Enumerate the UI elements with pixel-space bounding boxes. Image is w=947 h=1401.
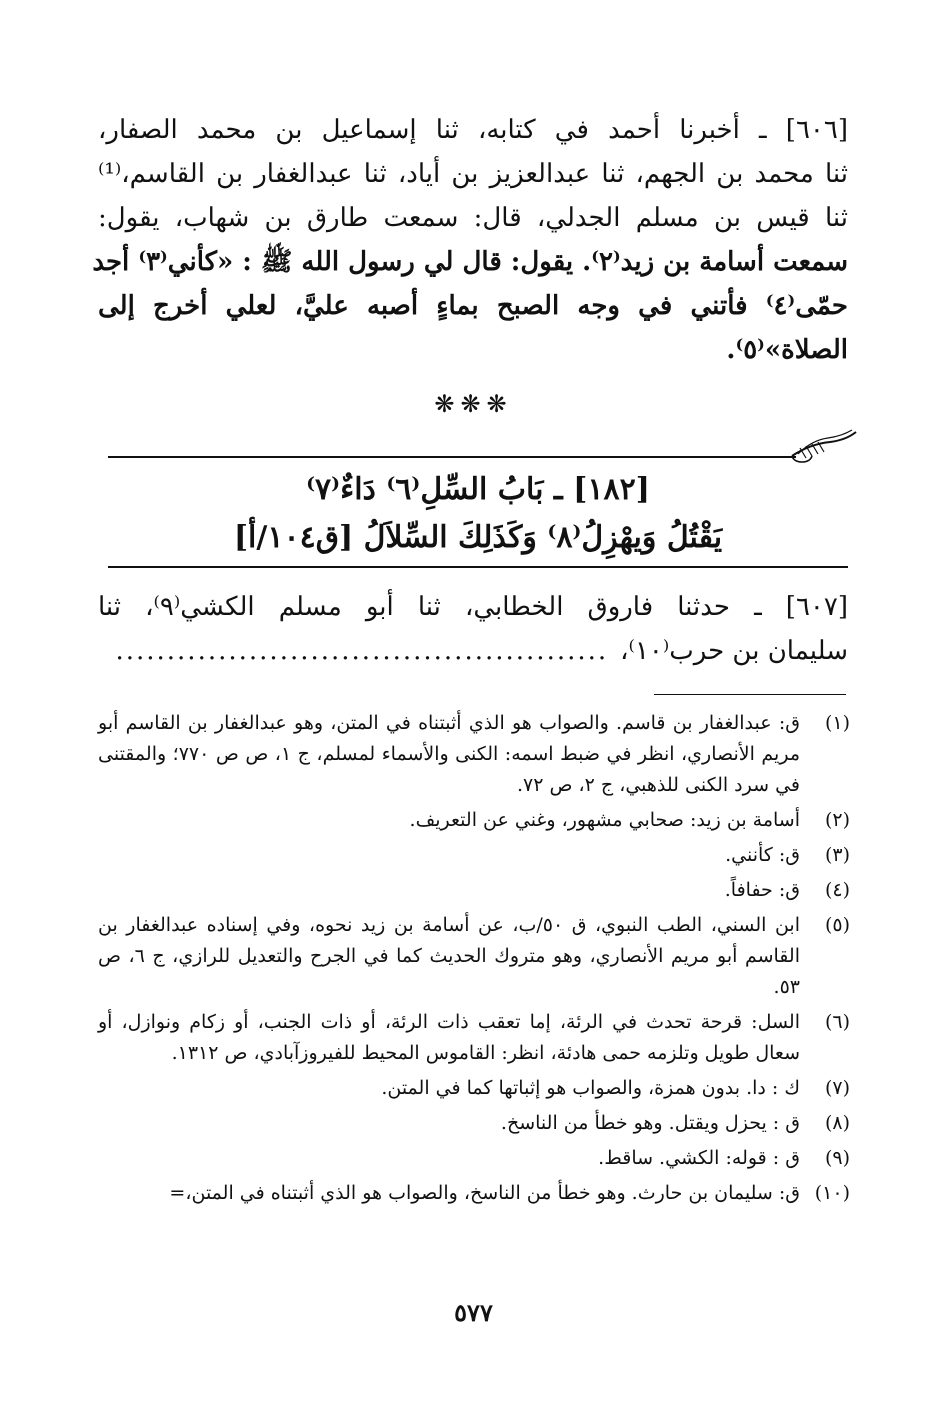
- footnote-item: [98, 1143, 850, 1174]
- footnote-number: (٤): [824, 879, 850, 901]
- footnotes: [98, 708, 850, 1213]
- footnote-text: أسامة بن زيد: صحابي مشهور، وغني عن التعريف.: [409, 809, 800, 831]
- hadith-line: ثنا محمد بن الجهم، ثنا عبدالعزيز بن أياد، ثنا عبدالغفار بن القاسم،⁽¹⁾: [98, 159, 848, 189]
- footnote-text: ق: سليمان بن حارث. وهو خطأ من الناسخ، والصواب هو الذي أثبتناه في المتن،=: [169, 1182, 800, 1204]
- footnote-number: (٧): [824, 1077, 850, 1099]
- chapter-heading-line-1: [١٨٢] ـ بَابُ السِّلِ⁽٦⁾ دَاءٌ⁽٧⁾: [306, 472, 650, 507]
- hadith-line: حمّى⁽٤⁾ فأتني في وجه الصبح بماءٍ أصبه عليَّ، لعلي أخرج إلى: [98, 291, 848, 321]
- quill-hand-icon: [790, 426, 858, 464]
- hadith-entry-607: [98, 585, 848, 673]
- footnote-item: [98, 1073, 850, 1104]
- footnote-number: (٩): [824, 1147, 850, 1169]
- chapter-top-rule: [108, 456, 796, 458]
- footnote-item: [98, 708, 850, 801]
- chapter-heading-line-2: يَقْتُلُ وَيهْزِلُ⁽٨⁾ وَكَذَلِكَ السِّلاَلُ [ق١٠٤/أ]: [233, 520, 723, 555]
- footnote-number: (٣): [824, 844, 850, 866]
- footnote-item: [98, 875, 850, 906]
- chapter-bottom-rule: [108, 566, 848, 568]
- footnote-item: [98, 840, 850, 871]
- footnote-text: ق: كأنني.: [725, 844, 800, 866]
- hadith-line-text: سليمان بن حرب⁽١٠⁾،: [620, 636, 848, 666]
- footnote-number: (١): [824, 712, 850, 734]
- footnote-number: (٥): [824, 914, 850, 936]
- footnote-number: (٨): [824, 1112, 850, 1134]
- footnote-text: السل: قرحة تحدث في الرئة، إما تعقب ذات الرئة، أو ذات الجنب، أو زكام ونوازل، أو سعال طويل وتلزمه حمى هادئة، انظر: القاموس المحيط للفيروزآبادي، ص ١٣١٢.: [98, 1011, 800, 1064]
- footnote-item: [98, 1108, 850, 1139]
- hadith-line: سمعت أسامة بن زيد⁽٢⁾. يقول: قال لي رسول الله ﷺ : «كأني⁽٣⁾ أجد: [92, 247, 848, 277]
- footnote-number: (٦): [824, 1011, 850, 1033]
- footnote-text: ق : يحزل ويقتل. وهو خطأ من الناسخ.: [500, 1112, 800, 1134]
- footnote-item: [98, 1007, 850, 1069]
- footnote-item: [98, 805, 850, 836]
- hadith-entry-606: [92, 108, 848, 372]
- footnote-item: [98, 1178, 850, 1209]
- ellipsis-dots: ................................................: [115, 636, 609, 666]
- hadith-line: الصلاة»⁽٥⁾.: [726, 335, 848, 365]
- footnote-number: (١٠): [814, 1182, 850, 1204]
- footnote-text: ق: عبدالغفار بن قاسم. والصواب هو الذي أثبتناه في المتن، وهو عبدالغفار بن القاسم أبو مريم الأنصاري، انظر في ضبط اسمه: الكنى والأسماء لمسلم، ج ١، ص ص ٧٧٠؛ والمقتنى في سرد الكنى للذهبي، ج ٢، ص ٧٢.: [98, 712, 801, 796]
- footnote-item: [98, 910, 850, 1003]
- hadith-line: [98, 629, 848, 673]
- footnote-rule: [654, 694, 846, 695]
- footnote-text: ق : قوله: الكشي. ساقط.: [598, 1147, 800, 1169]
- hadith-line: [٦٠٧] ـ حدثنا فاروق الخطابي، ثنا أبو مسلم الكشي⁽٩⁾، ثنا: [98, 592, 848, 622]
- footnote-text: ابن السني، الطب النبوي، ق ٥٠/ب، عن أسامة بن زيد نحوه، وفي إسناده عبدالغفار بن القاسم أبو مريم الأنصاري، وهو متروك الحديث كما في الجرح والتعديل للرازي، ج ٦، ص ٥٣.: [98, 914, 800, 998]
- footnote-text: ك : دا. بدون همزة، والصواب هو إثباتها كما في المتن.: [381, 1077, 800, 1099]
- hadith-line: ثنا قيس بن مسلم الجدلي، قال: سمعت طارق بن شهاب، يقول:: [98, 203, 848, 233]
- star-separator: ❋❋❋: [434, 390, 513, 418]
- hadith-line: [٦٠٦] ـ أخبرنا أحمد في كتابه، ثنا إسماعيل بن محمد الصفار،: [98, 115, 848, 145]
- page-number: ٥٧٧: [454, 1298, 493, 1327]
- footnote-number: (٢): [824, 809, 850, 831]
- footnote-text: ق: حفافاً.: [724, 879, 800, 901]
